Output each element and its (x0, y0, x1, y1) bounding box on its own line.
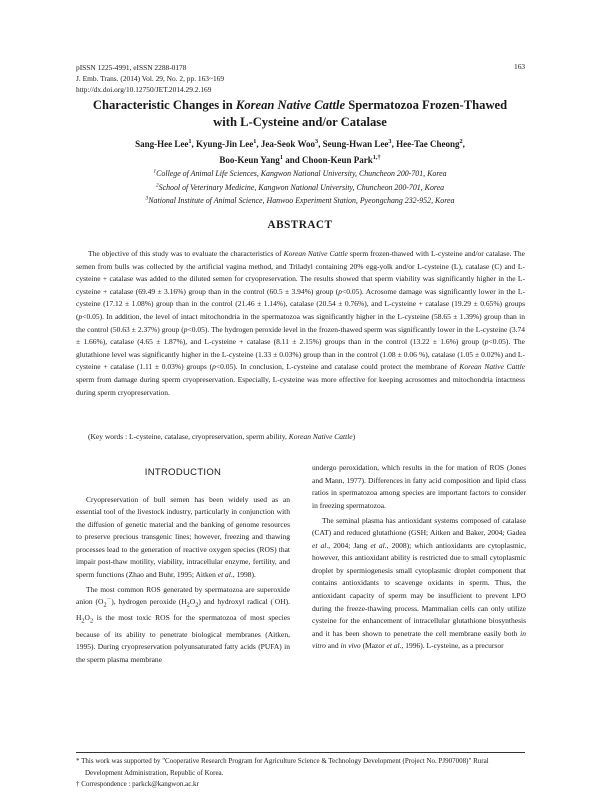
body-italic: in vivo (340, 641, 361, 651)
title-text-2: Spermatozoa Frozen-Thawed (345, 98, 508, 112)
author: Kyung-Jin Lee (195, 139, 254, 149)
body-text: (Mazor (360, 641, 387, 651)
abstract-text: sperm from damage during sperm cryopreservation. Especially, L-cysteine was more effective for keeping acrosomes and mitochondria intactness during sperm cryopreservation. (76, 374, 525, 397)
intro-paragraph (76, 494, 290, 582)
body-text: ., 2008); which antioxidants are cytoplasmic, however, this antioxidant ability is restricted due to small cytoplasmic droplet by spermiogenesis small cytoplasmic droplet component that contains antioxidants to scavenge oxidants in sperm. Thus, the antioxidant capacity of sperm may be insufficient to prevent LPO during the freeze-thawing process. Mammalian cells can only utilize cysteine for the enhancement of intracellular glutathione biosynthesis and it has been shown to penetrate the cell membrane easily both (312, 540, 527, 638)
abstract-text: <0.05). The hydrogen peroxide level in the frozen-thawed sperm was significantly lower in the L-cysteine (3.74 ± 1.66%), catalase (4.65 ± 1.87%), and L-cysteine + catalase (8.11 ± 2.15%) groups than in the control (13.22 ± 1.6%) group ( (76, 324, 525, 347)
abstract-heading: ABSTRACT (267, 219, 333, 231)
body-text: ) and hydroxyl radical ( (198, 597, 274, 607)
left-column (76, 462, 290, 669)
affiliation (64, 194, 536, 208)
abstract-text: The objective of this study was to evaluate the characteristics of (88, 249, 284, 258)
p-value-symbol: p (484, 337, 489, 347)
abstract-italic: Korean Native Cattle (283, 249, 348, 258)
author-affil-mark: 2 (459, 138, 463, 145)
p-value-symbol: p (183, 324, 188, 334)
author-affil-mark: 1 (188, 138, 192, 145)
body-text: is the most toxic ROS for the spermatozoa of most species because of its ability to penetrate biological membranes (Aitken, 1995). During cryopreservation polyunsaturated fatty acids (PUFA) in the sperm plasma membrane (76, 613, 290, 664)
body-italic: et al (370, 540, 385, 550)
introduction-heading: INTRODUCTION (144, 467, 222, 478)
affiliation (64, 181, 536, 195)
keywords (88, 431, 525, 444)
affil-mark: 1 (153, 168, 157, 175)
author-affil-mark: 1,† (372, 154, 381, 161)
author: Sang-Hee Lee (135, 139, 189, 149)
issn-line: pISSN 1225-4991, eISSN 2288-0178 (76, 63, 187, 72)
intro-paragraph (76, 584, 290, 666)
affil-text: College of Animal Life Sciences, Kangwon National University, Chuncheon 200-701, Korea (156, 169, 447, 178)
abstract-text: <0.05). In addition, the level of intact mitochondria in the spermatozoa was significantly higher in the L-cysteine (58.65 ± 1.39%) group than in the control (50.63 ± 2.37%) group ( (76, 311, 525, 334)
affil-mark: 3 (145, 195, 149, 202)
body-italic: et al (386, 641, 400, 651)
body-italic: in vitro (312, 628, 526, 651)
body-text: ., 1998). (230, 569, 256, 579)
body-text: OH). H (76, 597, 291, 623)
body-text: ., 2004; Jang (326, 540, 371, 550)
author: Hee-Tae Cheong (396, 139, 460, 149)
affiliation-list (64, 167, 536, 208)
continued-paragraph: undergo peroxidation, which results in the for mation of ROS (Jones and Mann, 1977). Differences in fatty acid composition and lipid class ratios in spermatozoa among species are important factors to consider in freezing spermatozoa. (312, 463, 526, 510)
footnote-mark: * (76, 757, 80, 765)
body-text: The most common ROS generated by spermatozoa are superoxide anion (O (76, 584, 290, 607)
author-affil-mark: 1 (253, 138, 257, 145)
author-list: Sang-Hee Lee$^1$, Kyung-Jin Lee$^1$, Jea-Seok Woo$^3$, Seung-Hwan Lee$^3$, Hee-Tae Cheong$^2$, Boo-Keun Yang$^1$ and Choon-Keun Park$^{1,\dagger}$ (135, 138, 465, 165)
superscript: · (273, 596, 275, 603)
subscript: 2 (186, 601, 190, 609)
affiliation (64, 167, 536, 181)
keywords-text: L-cysteine, catalase, cryopreservation, sperm ability, (129, 432, 289, 441)
subscript: 2 (103, 601, 107, 609)
paper-title (64, 97, 536, 131)
author: Jea-Seok Woo (260, 139, 315, 149)
abstract-text: sperm frozen-thawed with L-cysteine and/or catalase. The semen from bulls was collected by the artificial vagina method, and Triladyl containing 20% egg-yolk and/or L-cysteine (L), catalase (C) and L-cysteine + catalase was added to the diluted semen for cryopreservation. The results showed that sperm viability was significantly higher in the L-cysteine + catalase (69.49 ± 3.16%) group than in the control (60.5 ± 3.94%) group ( (76, 249, 525, 296)
journal-header (76, 62, 224, 95)
abstract-body (76, 248, 525, 399)
superscript: ·− (106, 596, 112, 603)
keywords-italic: Korean Native Cattle (288, 432, 353, 441)
abstract-text: <0.05). The glutathione level was significantly higher in the L-cysteine (1.33 ± 0.03%) group than in the control (1.08 ± 0.06 %), catalase (1.05 ± 0.02%) and L-cysteine + catalase (1.11 ± 0.03%) groups ( (76, 337, 525, 372)
p-value-symbol: p (78, 311, 83, 321)
subscript: 2 (81, 617, 85, 625)
body-text: and (325, 641, 341, 651)
author-conjunction: and (285, 155, 300, 165)
title-species: Korean Native Cattle (235, 98, 346, 112)
keywords-label: (Key words : (88, 432, 130, 441)
body-text: The seminal plasma has antioxidant systems composed of catalase (CAT) and reduced glutathione (GSH; Aitken and Baker, 2004; Gadea (312, 515, 526, 538)
author: Seung-Hwan Lee (322, 139, 389, 149)
affil-mark: 2 (155, 181, 159, 188)
abstract-italic: Korean Native Cattle (459, 362, 525, 372)
doi-link[interactable]: http://dx.doi.org/10.12750/JET.2014.29.2.169 (76, 85, 212, 94)
footnote-text: Correspondence : parkck@kangwon.ac.kr (79, 780, 199, 788)
footnote-text: This work was supported by "Cooperative Research Program for Agriculture Science & Technology Development (Project No. PJ907008)" Rural Development Administration, Republic of Korea. (79, 757, 489, 777)
correspondence-footnote (76, 779, 525, 791)
right-column (312, 462, 526, 655)
p-value-symbol: p (212, 362, 216, 372)
body-italic: et al (312, 540, 327, 550)
affil-text: National Institute of Animal Science, Hanwoo Experiment Station, Pyeongchang 232-952, Korea (148, 196, 455, 205)
affil-text: School of Veterinary Medicine, Kangwon National University, Chuncheon 200-701, Korea (158, 182, 445, 192)
body-text: ), hydrogen peroxide (H (111, 597, 187, 607)
page-number: 163 (514, 62, 526, 71)
footnote-mark: † (76, 780, 80, 788)
abstract-text: <0.05). Acrosome damage was significantly lower in the L-cysteine (17.12 ± 1.08%) group than in the control (21.46 ± 1.14%), catalase (20.54 ± 0.76%), and L-cysteine + catalase (19.29 ± 0.65%) groups ( (76, 286, 525, 321)
title-line-2: with L-Cysteine and/or Catalase (213, 115, 387, 129)
body-text: Cryopreservation of bull semen has been widely used as an essential tool of the livestock industry, particularly in conjunction with the diffusion of genetic material and the banking of genome resources to preserve precious transgenic lines; however, freezing and thawing processes lead to the generation of reactive oxygen species (ROS) that impair post-thaw motility, viability, intracellular enzyme, fertility, and sperm functions (Zhao and Buhr, 1995; Aitken (76, 494, 290, 579)
keywords-close: ) (352, 432, 356, 441)
body-paragraph (312, 515, 526, 653)
p-value-symbol: p (338, 286, 342, 296)
body-text: O (189, 597, 196, 607)
author-affil-mark: 1 (279, 154, 283, 161)
author: Choon-Keun Park (301, 155, 373, 165)
author-affil-mark: 3 (388, 138, 392, 145)
title-text-1: Characteristic Changes in (92, 98, 236, 112)
journal-citation: J. Emb. Trans. (2014) Vol. 29, No. 2, pp. 163~169 (76, 74, 225, 83)
author: Boo-Keun Yang (219, 155, 280, 165)
footnotes (76, 756, 525, 791)
body-text: ., 1996). L-cysteine, as a precursor (399, 641, 504, 651)
footnote-divider (76, 752, 525, 753)
body-text: O (84, 613, 90, 623)
subscript: 2 (195, 601, 199, 609)
funding-footnote (76, 756, 525, 779)
abstract-text: <0.05). In conclusion, L-cysteine and catalase could protect the membrane of (215, 362, 460, 372)
body-italic: et al (217, 569, 231, 579)
author-affil-mark: 3 (315, 138, 319, 145)
subscript: 2 (89, 617, 94, 625)
